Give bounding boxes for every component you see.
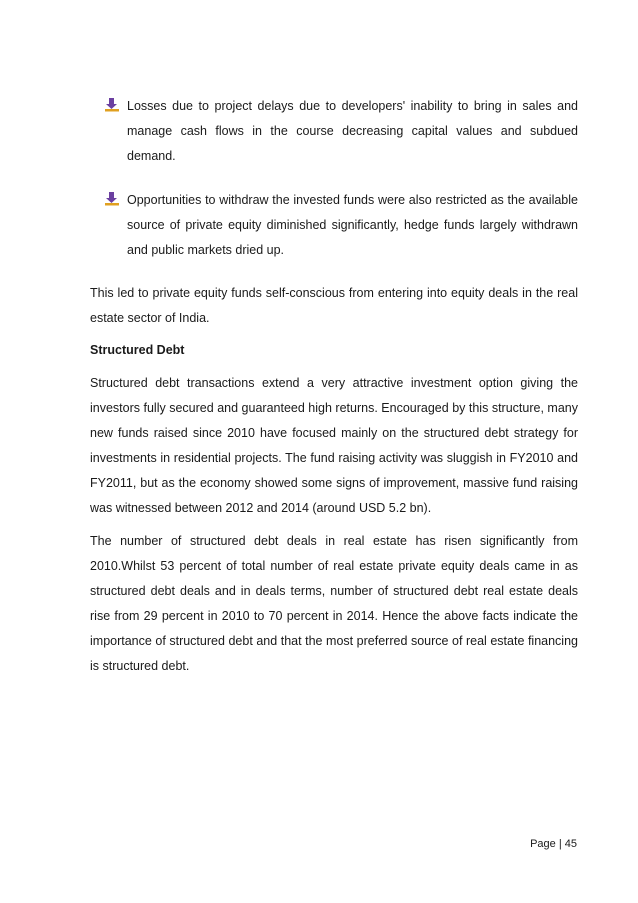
bullet-text: Losses due to project delays due to developers' inability to bring in sales and manage cash flows in the course decreasing capital values and subdued demand. bbox=[127, 99, 578, 163]
paragraph: The number of structured debt deals in real estate has risen significantly from 2010.Whilst 53 percent of total number of real estate private equity deals came in as structured debt deals and in deals terms, number of structured debt real estate deals rise from 29 percent in 2010 to 70 percent in 2014. Hence the above facts indicate the importance of structured debt and that the most preferred source of real estate financing is structured debt. bbox=[90, 534, 578, 673]
bullet-list bbox=[104, 94, 578, 282]
bullet-text: Opportunities to withdraw the invested funds were also restricted as the available source of private equity diminished significantly, hedge funds largely withdrawn and public markets dried up. bbox=[127, 193, 578, 257]
section-structured-debt bbox=[90, 338, 578, 679]
bullet-item bbox=[104, 94, 578, 169]
intro-paragraph: This led to private equity funds self-conscious from entering into equity deals in the real estate sector of India. bbox=[90, 286, 578, 325]
page-number: Page | 45 bbox=[530, 838, 577, 850]
section-heading: Structured Debt bbox=[90, 343, 185, 357]
paragraph: Structured debt transactions extend a very attractive investment option giving the investors fully secured and guaranteed high returns. Encouraged by this structure, many new funds raised since 2010 have focused mainly on the structured debt strategy for investments in residential projects. The fund raising activity was sluggish in FY2010 and FY2011, but as the economy showed some signs of improvement, massive fund raising was witnessed between 2012 and 2014 (around USD 5.2 bn). bbox=[90, 376, 578, 515]
bullet-item bbox=[104, 188, 578, 263]
intro-block bbox=[90, 281, 578, 331]
download-arrow-icon bbox=[104, 98, 120, 112]
download-arrow-icon bbox=[104, 192, 120, 206]
